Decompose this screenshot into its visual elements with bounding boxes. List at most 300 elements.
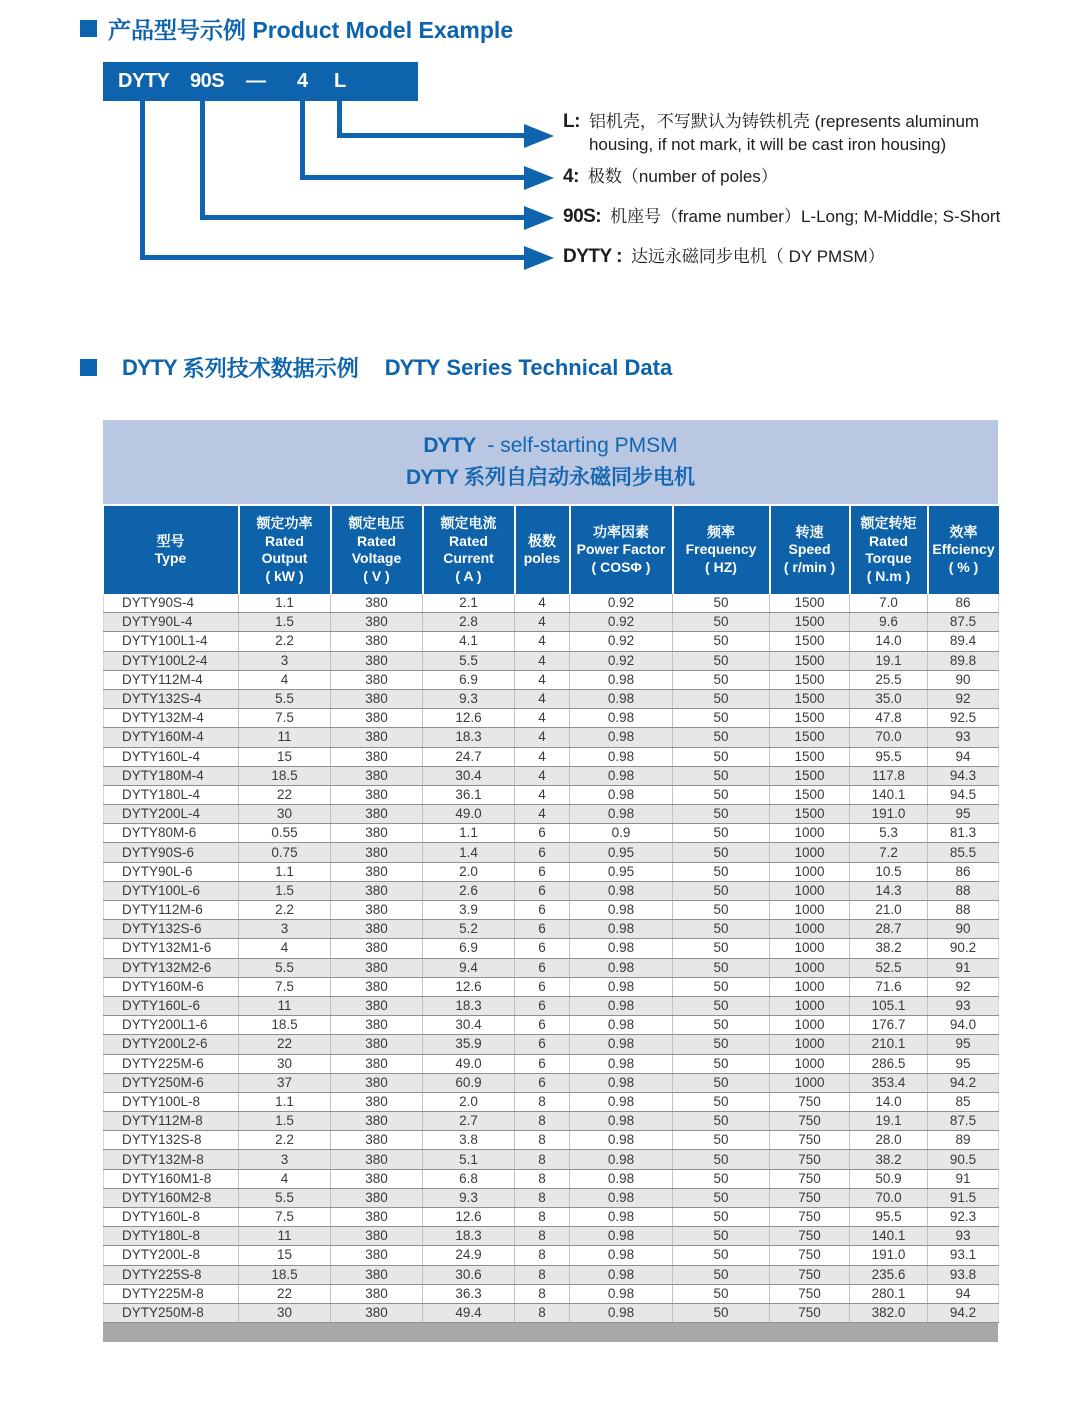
table-cell: 24.9 bbox=[423, 1246, 515, 1265]
table-cell: 50 bbox=[673, 1303, 770, 1322]
table-cell: 38.2 bbox=[850, 1150, 928, 1169]
table-row bbox=[104, 1131, 999, 1150]
table-cell: 6 bbox=[515, 920, 570, 939]
table-cell: 30.6 bbox=[423, 1265, 515, 1284]
table-cell: 49.0 bbox=[423, 1054, 515, 1073]
table-cell: 22 bbox=[239, 785, 331, 804]
table-row bbox=[104, 709, 999, 728]
connector-line-dyty bbox=[140, 255, 525, 260]
model-type-cell: DYTY200L2-6 bbox=[104, 1035, 239, 1054]
section2-title-zh: 系列技术数据示例 bbox=[182, 356, 359, 381]
table-cell: 210.1 bbox=[850, 1035, 928, 1054]
section2-title-en: Series Technical Data bbox=[446, 354, 673, 380]
table-cell: 85 bbox=[928, 1092, 999, 1111]
table-cell: 0.98 bbox=[570, 670, 673, 689]
table-cell: 50 bbox=[673, 1265, 770, 1284]
table-cell: 0.98 bbox=[570, 1246, 673, 1265]
table-cell: 8 bbox=[515, 1246, 570, 1265]
table-cell: 36.1 bbox=[423, 785, 515, 804]
table-cell: 1500 bbox=[770, 785, 850, 804]
table-cell: 6 bbox=[515, 901, 570, 920]
table-cell: 0.98 bbox=[570, 939, 673, 958]
connector-line-dyty bbox=[140, 101, 145, 260]
column-header-line: Power Factor bbox=[576, 541, 666, 558]
table-title-zh: 系列自启动永磁同步电机 bbox=[464, 465, 695, 489]
table-cell: 47.8 bbox=[850, 709, 928, 728]
table-cell: 49.0 bbox=[423, 805, 515, 824]
table-cell: 50 bbox=[673, 1092, 770, 1111]
model-type-cell: DYTY225M-8 bbox=[104, 1284, 239, 1303]
table-cell: 4 bbox=[515, 613, 570, 632]
table-cell: 380 bbox=[331, 1265, 423, 1284]
table-cell: 50 bbox=[673, 805, 770, 824]
table-cell: 380 bbox=[331, 824, 423, 843]
table-cell: 750 bbox=[770, 1208, 850, 1227]
table-cell: 4 bbox=[515, 747, 570, 766]
table-cell: 88 bbox=[928, 881, 999, 900]
column-header bbox=[423, 506, 515, 594]
table-cell: 380 bbox=[331, 1016, 423, 1035]
table-cell: 235.6 bbox=[850, 1265, 928, 1284]
column-header-line: Torque bbox=[865, 550, 912, 566]
table-row bbox=[104, 1054, 999, 1073]
table-cell: 50 bbox=[673, 862, 770, 881]
table-cell: 30 bbox=[239, 805, 331, 824]
table-cell: 5.1 bbox=[423, 1150, 515, 1169]
table-row bbox=[104, 996, 999, 1015]
table-cell: 89.4 bbox=[928, 632, 999, 651]
table-cell: 1000 bbox=[770, 862, 850, 881]
table-row bbox=[104, 920, 999, 939]
table-cell: 1500 bbox=[770, 670, 850, 689]
table-cell: 140.1 bbox=[850, 785, 928, 804]
table-cell: 380 bbox=[331, 1227, 423, 1246]
connector-line-90s bbox=[200, 215, 525, 220]
table-cell: 35.9 bbox=[423, 1035, 515, 1054]
table-cell: 21.0 bbox=[850, 901, 928, 920]
table-cell: 1.1 bbox=[239, 862, 331, 881]
table-cell: 380 bbox=[331, 709, 423, 728]
table-cell: 25.5 bbox=[850, 670, 928, 689]
model-type-cell: DYTY132M2-6 bbox=[104, 958, 239, 977]
table-cell: 5.2 bbox=[423, 920, 515, 939]
table-cell: 380 bbox=[331, 785, 423, 804]
table-cell: 22 bbox=[239, 1035, 331, 1054]
legend-item-4 bbox=[563, 165, 1073, 188]
table-cell: 1500 bbox=[770, 766, 850, 785]
table-cell: 86 bbox=[928, 862, 999, 881]
table-cell: 4 bbox=[515, 709, 570, 728]
table-cell: 12.6 bbox=[423, 709, 515, 728]
table-cell: 3 bbox=[239, 651, 331, 670]
table-cell: 37 bbox=[239, 1073, 331, 1092]
connector-line-90s bbox=[200, 101, 205, 220]
table-cell: 87.5 bbox=[928, 613, 999, 632]
table-cell: 380 bbox=[331, 728, 423, 747]
section2-brand: DYTY bbox=[122, 354, 177, 380]
model-type-cell: DYTY160M1-8 bbox=[104, 1169, 239, 1188]
table-cell: 93 bbox=[928, 996, 999, 1015]
table-cell: 750 bbox=[770, 1227, 850, 1246]
table-cell: 8 bbox=[515, 1092, 570, 1111]
table-cell: 380 bbox=[331, 996, 423, 1015]
column-header-line: Rated bbox=[869, 532, 908, 549]
table-cell: 2.6 bbox=[423, 881, 515, 900]
column-header-line: Type bbox=[154, 550, 187, 566]
table-cell: 70.0 bbox=[850, 728, 928, 747]
model-type-cell: DYTY100L-6 bbox=[104, 881, 239, 900]
table-cell: 1500 bbox=[770, 689, 850, 708]
table-row bbox=[104, 1073, 999, 1092]
table-cell: 6 bbox=[515, 1035, 570, 1054]
table-cell: 50 bbox=[673, 1169, 770, 1188]
table-cell: 0.98 bbox=[570, 766, 673, 785]
table-cell: 380 bbox=[331, 747, 423, 766]
table-cell: 380 bbox=[331, 670, 423, 689]
table-cell: 18.3 bbox=[423, 1227, 515, 1246]
table-row bbox=[104, 977, 999, 996]
table-cell: 1000 bbox=[770, 824, 850, 843]
table-cell: 93.8 bbox=[928, 1265, 999, 1284]
table-cell: 380 bbox=[331, 1188, 423, 1207]
table-cell: 50 bbox=[673, 651, 770, 670]
column-header bbox=[673, 506, 770, 594]
column-header-line: Current bbox=[443, 550, 494, 566]
table-cell: 6 bbox=[515, 843, 570, 862]
table-title-en: - self-starting PMSM bbox=[487, 433, 678, 457]
table-cell: 1.5 bbox=[239, 1112, 331, 1131]
column-header bbox=[928, 506, 999, 594]
legend-item-90s bbox=[563, 205, 1073, 228]
table-cell: 0.98 bbox=[570, 1284, 673, 1303]
model-type-cell: DYTY112M-8 bbox=[104, 1112, 239, 1131]
table-cell: 280.1 bbox=[850, 1284, 928, 1303]
table-cell: 81.3 bbox=[928, 824, 999, 843]
model-type-cell: DYTY180L-8 bbox=[104, 1227, 239, 1246]
column-header bbox=[239, 506, 331, 594]
table-cell: 12.6 bbox=[423, 1208, 515, 1227]
table-cell: 7.5 bbox=[239, 1208, 331, 1227]
column-header-line: 额定电流 bbox=[440, 515, 497, 531]
model-segment-dash: — bbox=[246, 70, 266, 92]
table-cell: 8 bbox=[515, 1112, 570, 1131]
table-cell: 19.1 bbox=[850, 1112, 928, 1131]
table-row bbox=[104, 1150, 999, 1169]
table-title-brand: DYTY bbox=[405, 465, 458, 489]
table-cell: 4 bbox=[515, 632, 570, 651]
model-type-cell: DYTY90S-6 bbox=[104, 843, 239, 862]
section-bullet-icon bbox=[80, 20, 97, 37]
table-cell: 92 bbox=[928, 689, 999, 708]
table-cell: 2.2 bbox=[239, 632, 331, 651]
table-cell: 50 bbox=[673, 824, 770, 843]
table-row bbox=[104, 958, 999, 977]
model-type-cell: DYTY200L-4 bbox=[104, 805, 239, 824]
table-cell: 380 bbox=[331, 1054, 423, 1073]
table-cell: 92.3 bbox=[928, 1208, 999, 1227]
table-cell: 4 bbox=[239, 939, 331, 958]
table-cell: 6.9 bbox=[423, 670, 515, 689]
table-cell: 1.5 bbox=[239, 881, 331, 900]
model-type-cell: DYTY160L-4 bbox=[104, 747, 239, 766]
table-cell: 60.9 bbox=[423, 1073, 515, 1092]
section2-title bbox=[80, 352, 672, 383]
table-cell: 94.3 bbox=[928, 766, 999, 785]
table-cell: 380 bbox=[331, 766, 423, 785]
table-cell: 1000 bbox=[770, 901, 850, 920]
table-cell: 50 bbox=[673, 1112, 770, 1131]
table-cell: 50 bbox=[673, 1208, 770, 1227]
column-header bbox=[850, 506, 928, 594]
table-cell: 91.5 bbox=[928, 1188, 999, 1207]
table-cell: 105.1 bbox=[850, 996, 928, 1015]
table-cell: 380 bbox=[331, 1112, 423, 1131]
table-cell: 90 bbox=[928, 920, 999, 939]
table-cell: 50 bbox=[673, 689, 770, 708]
column-header-line: ( kW ) bbox=[265, 567, 304, 584]
table-cell: 6 bbox=[515, 958, 570, 977]
table-cell: 6 bbox=[515, 1016, 570, 1035]
column-header-line: ( N.m ) bbox=[866, 567, 911, 584]
table-cell: 50 bbox=[673, 1054, 770, 1073]
table-cell: 94 bbox=[928, 747, 999, 766]
table-cell: 11 bbox=[239, 1227, 331, 1246]
legend-prefix: 90S: bbox=[563, 206, 602, 227]
table-cell: 95.5 bbox=[850, 1208, 928, 1227]
table-cell: 50 bbox=[673, 1150, 770, 1169]
table-cell: 6 bbox=[515, 862, 570, 881]
table-cell: 1000 bbox=[770, 939, 850, 958]
table-cell: 50 bbox=[673, 766, 770, 785]
table-cell: 0.75 bbox=[239, 843, 331, 862]
table-cell: 380 bbox=[331, 1035, 423, 1054]
table-cell: 0.98 bbox=[570, 977, 673, 996]
table-cell: 3.9 bbox=[423, 901, 515, 920]
arrow-icon bbox=[524, 166, 554, 190]
table-cell: 30 bbox=[239, 1054, 331, 1073]
table-cell: 0.98 bbox=[570, 747, 673, 766]
table-cell: 1500 bbox=[770, 747, 850, 766]
table-cell: 50 bbox=[673, 747, 770, 766]
table-cell: 14.0 bbox=[850, 1092, 928, 1111]
table-cell: 88 bbox=[928, 901, 999, 920]
table-cell: 95 bbox=[928, 805, 999, 824]
model-type-cell: DYTY200L-8 bbox=[104, 1246, 239, 1265]
table-row bbox=[104, 1112, 999, 1131]
table-cell: 93.1 bbox=[928, 1246, 999, 1265]
table-cell: 8 bbox=[515, 1265, 570, 1284]
table-cell: 0.98 bbox=[570, 1092, 673, 1111]
legend-text: 极数（number of poles） bbox=[587, 167, 778, 186]
table-cell: 4 bbox=[515, 805, 570, 824]
data-table bbox=[103, 506, 999, 1323]
table-cell: 50 bbox=[673, 632, 770, 651]
table-cell: 380 bbox=[331, 1092, 423, 1111]
table-cell: 50 bbox=[673, 920, 770, 939]
column-header-line: 额定功率 bbox=[256, 515, 313, 531]
table-cell: 94.2 bbox=[928, 1303, 999, 1322]
table-row bbox=[104, 805, 999, 824]
table-cell: 0.55 bbox=[239, 824, 331, 843]
data-table-body bbox=[104, 594, 999, 1323]
model-segment-dyty: DYTY bbox=[118, 70, 170, 92]
table-row bbox=[104, 1169, 999, 1188]
table-cell: 35.0 bbox=[850, 689, 928, 708]
table-cell: 50 bbox=[673, 785, 770, 804]
table-cell: 750 bbox=[770, 1303, 850, 1322]
table-cell: 95.5 bbox=[850, 747, 928, 766]
table-cell: 380 bbox=[331, 1208, 423, 1227]
legend-text: 机座号（frame number）L-Long; M-Middle; S-Short bbox=[610, 207, 1001, 226]
table-cell: 0.98 bbox=[570, 1208, 673, 1227]
model-type-cell: DYTY112M-6 bbox=[104, 901, 239, 920]
table-title-line1 bbox=[423, 434, 677, 458]
column-header-line: ( COSΦ ) bbox=[591, 558, 651, 575]
table-cell: 380 bbox=[331, 613, 423, 632]
table-cell: 8 bbox=[515, 1227, 570, 1246]
table-cell: 50 bbox=[673, 939, 770, 958]
model-type-cell: DYTY132M-8 bbox=[104, 1150, 239, 1169]
column-header bbox=[331, 506, 423, 594]
table-cell: 0.98 bbox=[570, 805, 673, 824]
table-cell: 95 bbox=[928, 1035, 999, 1054]
table-cell: 6 bbox=[515, 824, 570, 843]
table-cell: 380 bbox=[331, 594, 423, 613]
table-row bbox=[104, 1016, 999, 1035]
column-header-line: Effciency bbox=[932, 541, 995, 558]
table-cell: 50 bbox=[673, 901, 770, 920]
table-row bbox=[104, 824, 999, 843]
table-cell: 380 bbox=[331, 1284, 423, 1303]
legend-prefix: DYTY : bbox=[563, 246, 622, 267]
arrow-icon bbox=[524, 124, 554, 148]
table-row bbox=[104, 1188, 999, 1207]
table-cell: 10.5 bbox=[850, 862, 928, 881]
table-cell: 50 bbox=[673, 1284, 770, 1303]
table-cell: 1000 bbox=[770, 958, 850, 977]
table-row bbox=[104, 632, 999, 651]
table-cell: 91 bbox=[928, 958, 999, 977]
table-cell: 0.98 bbox=[570, 1016, 673, 1035]
table-cell: 0.98 bbox=[570, 1265, 673, 1284]
table-cell: 89 bbox=[928, 1131, 999, 1150]
table-cell: 8 bbox=[515, 1284, 570, 1303]
table-cell: 286.5 bbox=[850, 1054, 928, 1073]
table-cell: 1500 bbox=[770, 651, 850, 670]
table-cell: 380 bbox=[331, 1131, 423, 1150]
table-cell: 94.0 bbox=[928, 1016, 999, 1035]
table-cell: 8 bbox=[515, 1303, 570, 1322]
table-cell: 9.3 bbox=[423, 1188, 515, 1207]
table-row bbox=[104, 1092, 999, 1111]
table-cell: 0.98 bbox=[570, 1112, 673, 1131]
model-number-box bbox=[103, 62, 418, 101]
table-cell: 1.1 bbox=[423, 824, 515, 843]
table-cell: 18.5 bbox=[239, 766, 331, 785]
column-header bbox=[770, 506, 850, 594]
table-cell: 50 bbox=[673, 728, 770, 747]
table-cell: 4 bbox=[515, 766, 570, 785]
table-row bbox=[104, 881, 999, 900]
column-header-line: Speed bbox=[788, 541, 831, 558]
table-cell: 0.98 bbox=[570, 785, 673, 804]
table-cell: 7.2 bbox=[850, 843, 928, 862]
table-cell: 6 bbox=[515, 939, 570, 958]
table-cell: 4 bbox=[239, 670, 331, 689]
table-cell: 6 bbox=[515, 1054, 570, 1073]
table-cell: 15 bbox=[239, 747, 331, 766]
model-type-cell: DYTY90S-4 bbox=[104, 594, 239, 613]
table-cell: 0.92 bbox=[570, 651, 673, 670]
table-cell: 50 bbox=[673, 1073, 770, 1092]
model-type-cell: DYTY90L-4 bbox=[104, 613, 239, 632]
table-cell: 6 bbox=[515, 881, 570, 900]
model-type-cell: DYTY132S-4 bbox=[104, 689, 239, 708]
table-cell: 2.0 bbox=[423, 1092, 515, 1111]
table-cell: 380 bbox=[331, 958, 423, 977]
column-header-line: Frequency bbox=[685, 541, 757, 558]
table-cell: 380 bbox=[331, 901, 423, 920]
table-cell: 7.5 bbox=[239, 977, 331, 996]
table-cell: 4 bbox=[239, 1169, 331, 1188]
model-type-cell: DYTY90L-6 bbox=[104, 862, 239, 881]
table-cell: 750 bbox=[770, 1265, 850, 1284]
table-cell: 1500 bbox=[770, 728, 850, 747]
table-cell: 6.8 bbox=[423, 1169, 515, 1188]
table-row bbox=[104, 1265, 999, 1284]
table-cell: 14.0 bbox=[850, 632, 928, 651]
connector-line-4 bbox=[300, 175, 525, 180]
model-type-cell: DYTY100L-8 bbox=[104, 1092, 239, 1111]
table-cell: 89.8 bbox=[928, 651, 999, 670]
table-cell: 380 bbox=[331, 689, 423, 708]
table-cell: 380 bbox=[331, 862, 423, 881]
technical-data-table bbox=[103, 420, 998, 1342]
table-cell: 50 bbox=[673, 1131, 770, 1150]
table-cell: 92.5 bbox=[928, 709, 999, 728]
table-cell: 86 bbox=[928, 594, 999, 613]
table-cell: 0.98 bbox=[570, 1150, 673, 1169]
table-cell: 6 bbox=[515, 996, 570, 1015]
table-cell: 50 bbox=[673, 594, 770, 613]
table-cell: 750 bbox=[770, 1150, 850, 1169]
table-cell: 30 bbox=[239, 1303, 331, 1322]
column-header-line: ( HZ) bbox=[705, 558, 737, 575]
table-cell: 93 bbox=[928, 1227, 999, 1246]
table-cell: 4 bbox=[515, 728, 570, 747]
table-cell: 9.4 bbox=[423, 958, 515, 977]
table-row bbox=[104, 689, 999, 708]
table-cell: 28.0 bbox=[850, 1131, 928, 1150]
table-cell: 2.2 bbox=[239, 1131, 331, 1150]
table-cell: 380 bbox=[331, 1303, 423, 1322]
table-cell: 36.3 bbox=[423, 1284, 515, 1303]
table-cell: 380 bbox=[331, 920, 423, 939]
table-cell: 4 bbox=[515, 689, 570, 708]
table-cell: 380 bbox=[331, 805, 423, 824]
connector-line-4 bbox=[300, 101, 305, 180]
table-cell: 380 bbox=[331, 1073, 423, 1092]
model-type-cell: DYTY180L-4 bbox=[104, 785, 239, 804]
table-cell: 19.1 bbox=[850, 651, 928, 670]
table-cell: 9.3 bbox=[423, 689, 515, 708]
arrow-icon bbox=[524, 246, 554, 270]
table-cell: 2.1 bbox=[423, 594, 515, 613]
table-cell: 5.5 bbox=[239, 689, 331, 708]
model-type-cell: DYTY160L-8 bbox=[104, 1208, 239, 1227]
table-row bbox=[104, 1035, 999, 1054]
table-cell: 1500 bbox=[770, 709, 850, 728]
